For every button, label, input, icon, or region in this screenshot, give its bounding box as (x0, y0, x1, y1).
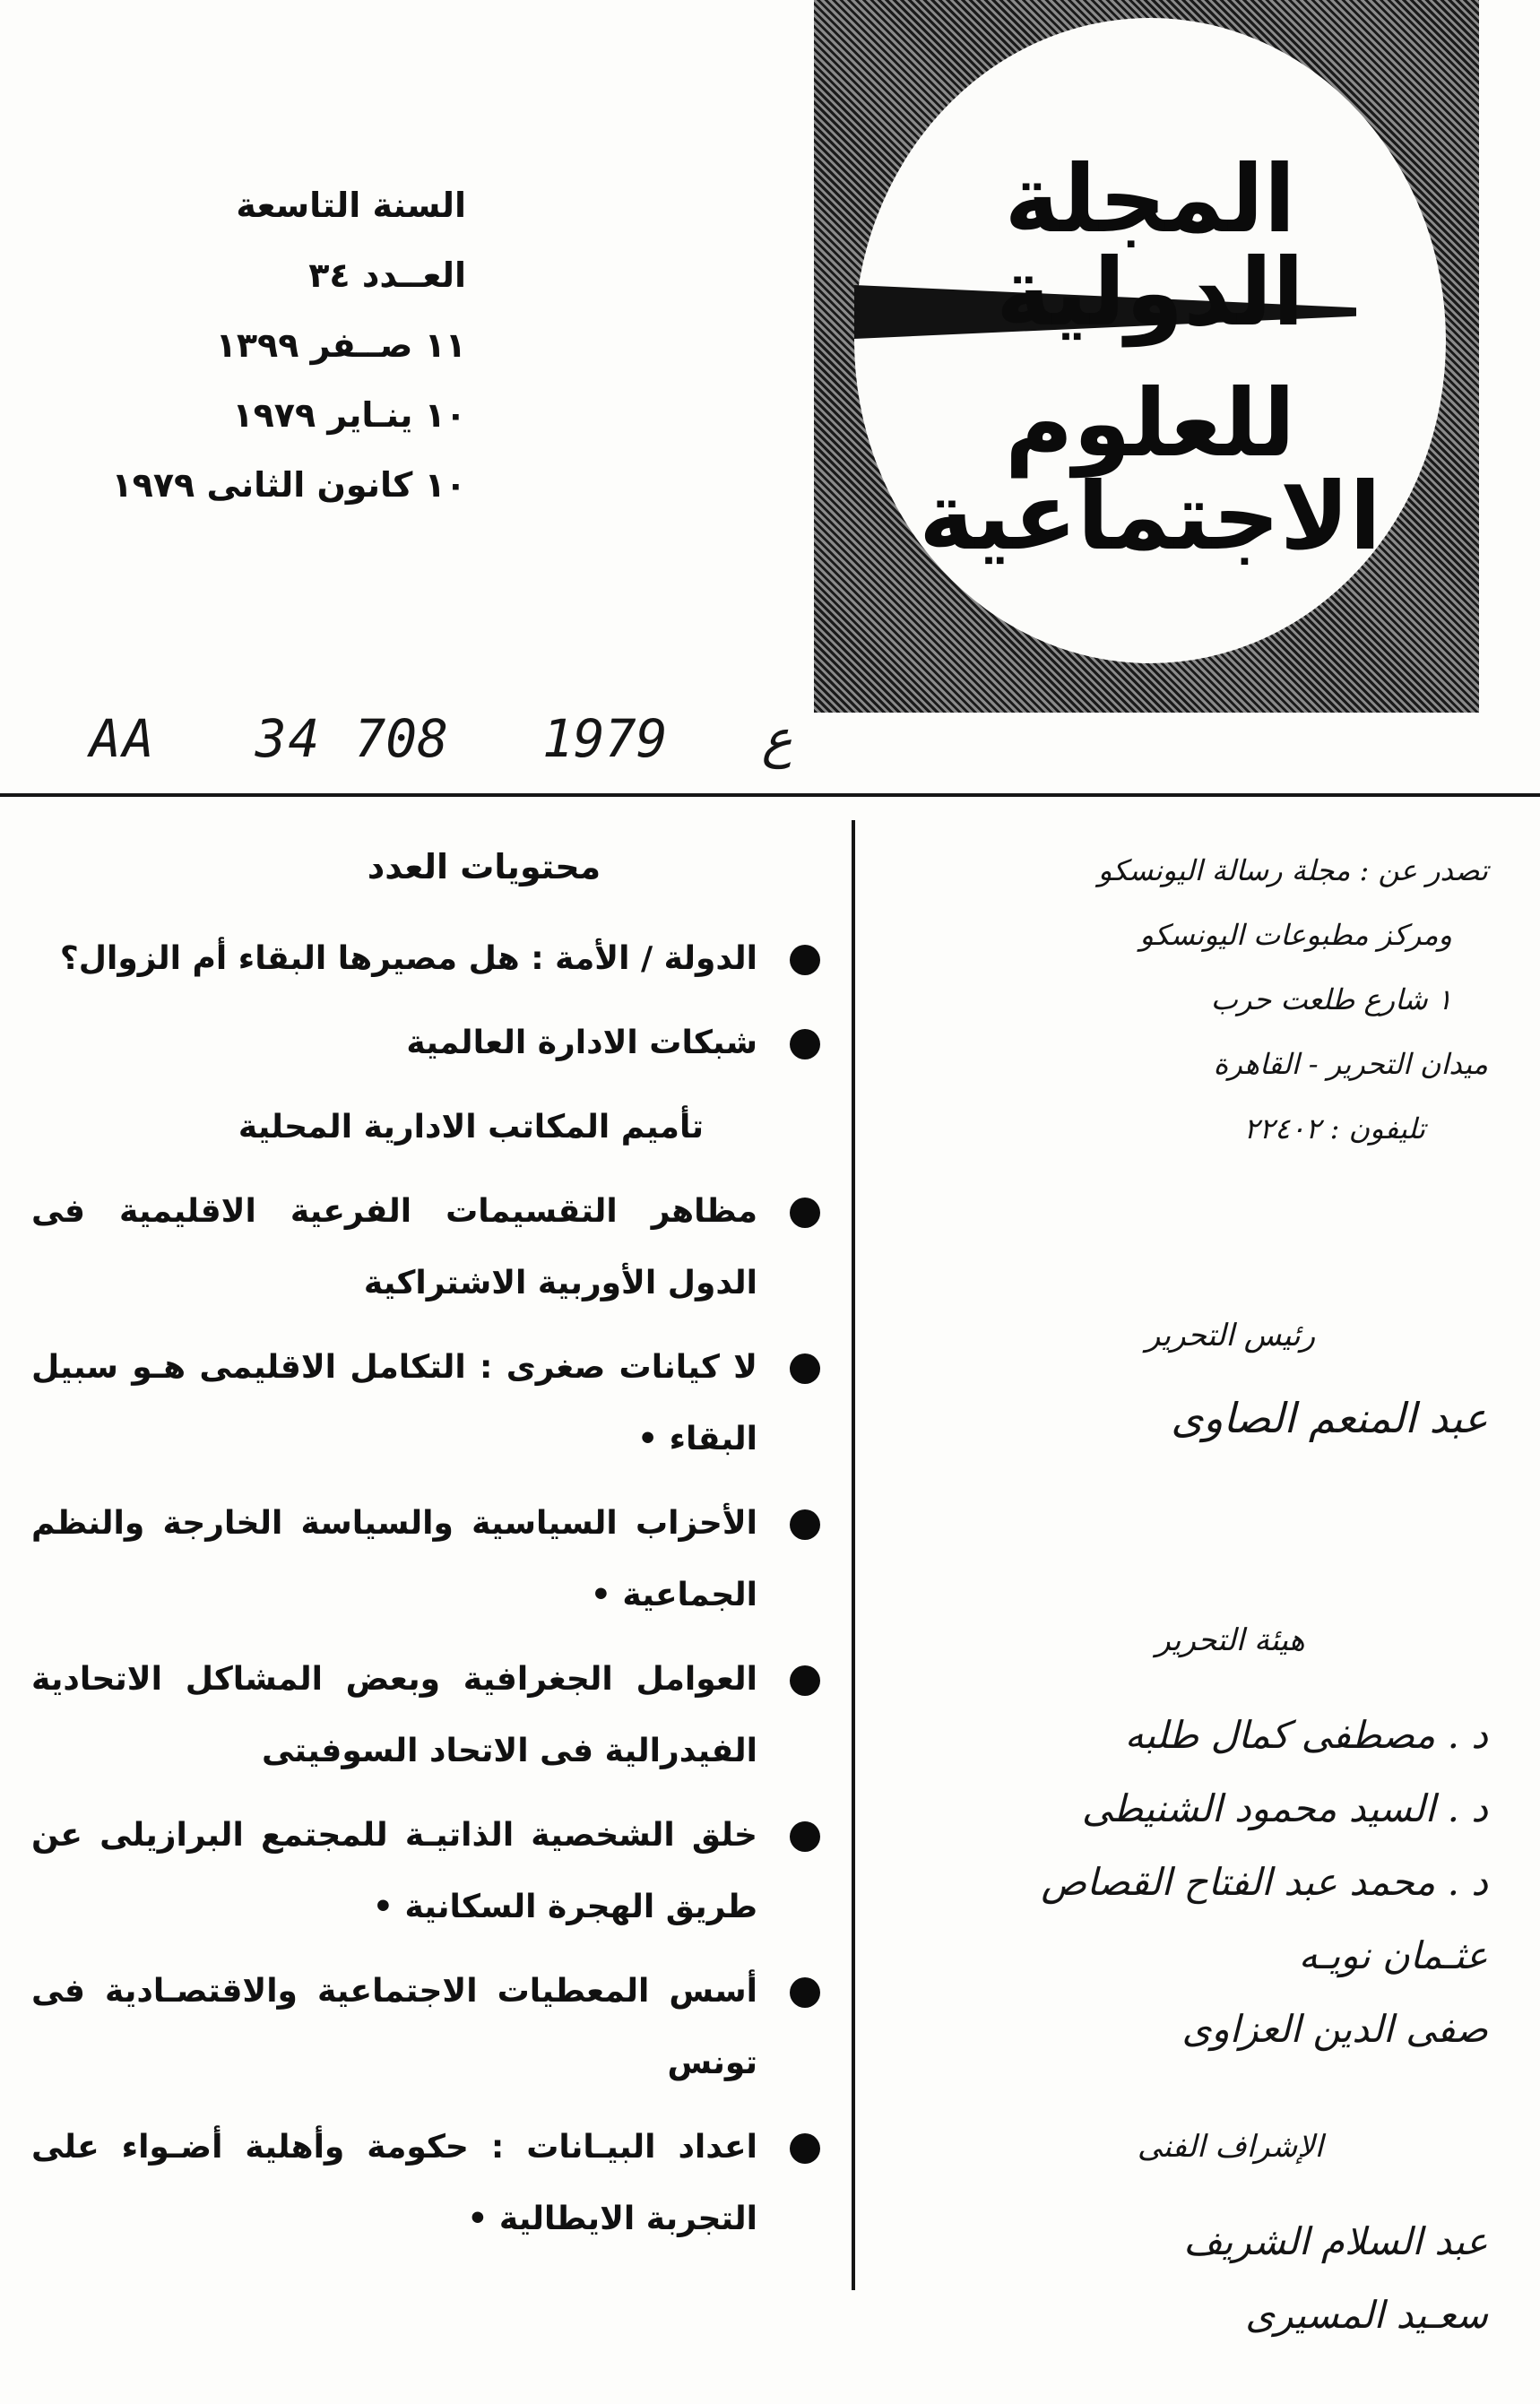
contents-heading: محتويات العدد (367, 847, 601, 886)
bullet-icon (790, 1821, 820, 1852)
issue-date-syriac: ١٠ كانون الثانى ١٩٧٩ (111, 465, 466, 505)
contents-item-text: شبكات الادارة العالمية (406, 1025, 757, 1061)
masthead-title-line1: المجلة الدولية (996, 144, 1304, 347)
publisher-line: ١ شارع طلعت حرب (1210, 982, 1452, 1016)
bullet-icon (790, 1353, 820, 1384)
bullet-icon (790, 1665, 820, 1696)
publisher-line: تليفون : ٢٢٤٠٢ (1243, 1111, 1425, 1146)
editor-name: عبد المنعم الصاوى (1171, 1394, 1488, 1442)
contents-item (31, 1644, 820, 1787)
art-director-name: سعـيد المسيرى (1245, 2293, 1488, 2337)
catalog-annotation: AA 34 ع 1979 708 (90, 708, 793, 769)
contents-item (31, 1007, 820, 1079)
publisher-line: ومركز مطبوعات اليونسكو (1139, 918, 1452, 952)
contents-list (31, 923, 820, 2268)
bullet-icon (790, 945, 820, 975)
editor-label: رئيس التحرير (1145, 1318, 1316, 1353)
issue-date-gregorian: ١٠ ينـاير ١٩٧٩ (232, 395, 466, 435)
contents-item-text: العوامل الجغرافية وبعض المشاكل الاتحادية الفيدرالية فى الاتحاد السوفيتى (31, 1661, 757, 1769)
bullet-icon (790, 1029, 820, 1059)
column-divider (852, 820, 855, 2290)
art-direction-names (973, 2205, 1488, 2352)
contents-item (31, 1800, 820, 1943)
contents-item-text: مظاهر التقسيمات الفرعية الاقليمية فى الدول الأوربية الاشتراكية (31, 1193, 757, 1301)
contents-item-text: تأميم المكاتب الادارية المحلية (238, 1109, 704, 1146)
bullet-icon (790, 1977, 820, 2008)
contents-item-text: أسس المعطيات الاجتماعية والاقتصـادية فى تونس (31, 1973, 757, 2081)
art-direction-label: الإشراف الفنى (1137, 2129, 1324, 2165)
contents-item (31, 2112, 820, 2255)
publisher-info (973, 838, 1488, 1161)
contents-item (31, 1176, 820, 1319)
masthead-logo (814, 0, 1479, 713)
bullet-icon (790, 1198, 820, 1228)
contents-item-text: لا كيانات صغرى : التكامل الاقليمى هـو سبيل البقاء • (31, 1349, 757, 1457)
contents-item (31, 923, 820, 995)
issue-date-hijri: ١١ صــفر ١٣٩٩ (215, 325, 466, 365)
issue-info (90, 170, 466, 520)
contents-item (31, 1488, 820, 1631)
issue-year: السنة التاسعة (236, 186, 466, 225)
board-member: د . السيد محمود الشنيطى (1081, 1786, 1488, 1830)
horizontal-divider (0, 793, 1540, 797)
issue-number: العــدد ٣٤ (308, 255, 466, 295)
board-member: صفى الدين العزاوى (1181, 2007, 1488, 2051)
bullet-icon (790, 1509, 820, 1540)
board-members (973, 1699, 1488, 2066)
art-director-name: عبد السلام الشريف (1183, 2219, 1488, 2263)
contents-item-text: اعداد البيـانات : حكومة وأهلية أضـواء على التجربة الايطالية • (31, 2129, 757, 2237)
board-member: عثـمان نويـه (1298, 1933, 1488, 1977)
board-label: هيئة التحرير (1155, 1622, 1305, 1658)
contents-item-text: الأحزاب السياسية والسياسة الخارجة والنظم الجماعية • (31, 1505, 757, 1613)
publisher-line: تصدر عن : مجلة رسالة اليونسكو (1098, 853, 1488, 887)
contents-item-text: الدولة / الأمة : هل مصيرها البقاء أم الزوال؟ (59, 940, 757, 977)
contents-item (31, 1092, 820, 1163)
contents-item (31, 1956, 820, 2099)
contents-item-text: خلق الشخصية الذاتيـة للمجتمع البرازيلى عن طريق الهجرة السكانية • (31, 1817, 757, 1925)
masthead-title-line2: للعلوم الاجتماعية (919, 368, 1381, 571)
contents-item (31, 1332, 820, 1475)
board-member: د . محمد عبد الفتاح القصاص (1041, 1860, 1488, 1904)
publisher-line: ميدان التحرير - القاهرة (1213, 1047, 1488, 1081)
board-member: د . مصطفى كمال طلبه (1124, 1713, 1488, 1757)
bullet-icon (790, 2133, 820, 2164)
